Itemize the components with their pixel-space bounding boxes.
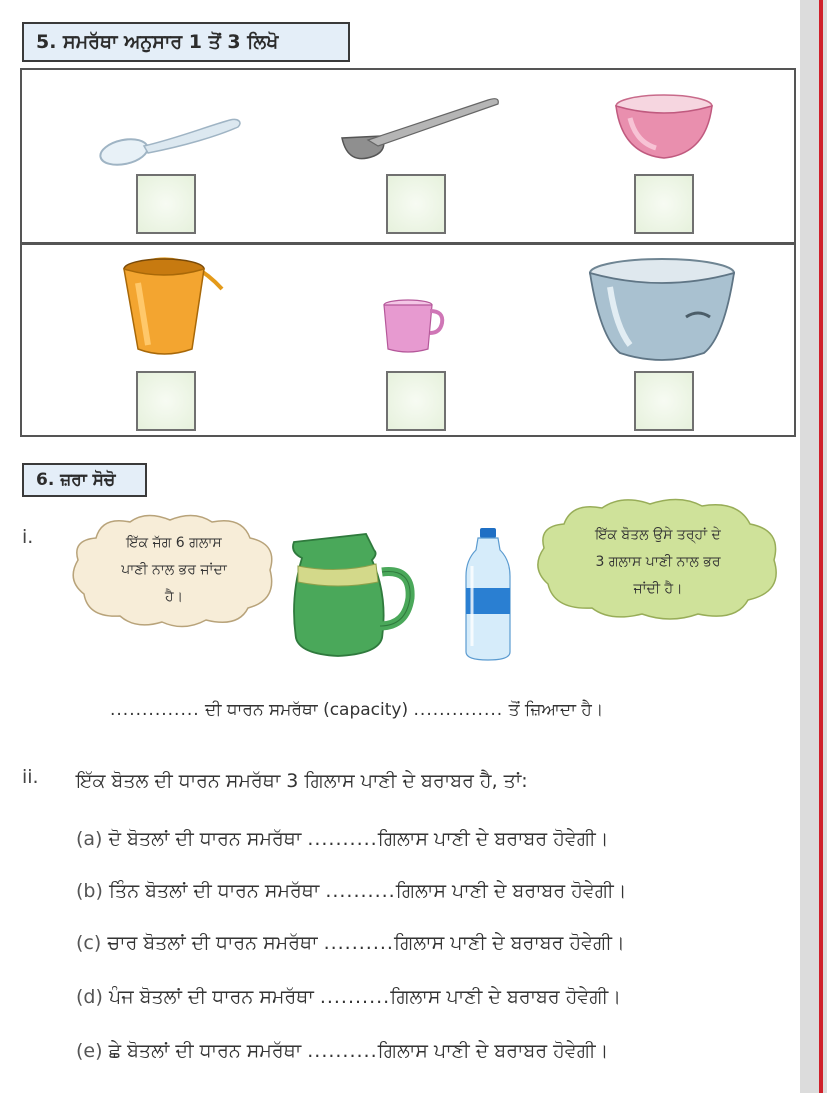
question-suffix: ਗਿਲਾਸ ਪਾਣੀ ਦੇ ਬਰਾਬਰ ਹੋਵੇਗੀ। (390, 986, 622, 1008)
question-row-c (76, 932, 625, 954)
bucket-picture (118, 249, 230, 359)
left-cloud-line: ਪਾਣੀ ਨਾਲ ਭਰ ਜਾਂਦਾ (121, 562, 227, 578)
question-label: (b) (76, 880, 103, 902)
question-suffix: ਗਿਲਾਸ ਪਾਣੀ ਦੇ ਬਰਾਬਰ ਹੋਵੇਗੀ। (395, 880, 627, 902)
question-label: (a) (76, 828, 103, 850)
rank-box-cup[interactable] (386, 371, 446, 431)
question-row-e (76, 1040, 608, 1062)
rank-box-bowl[interactable] (634, 174, 694, 234)
measuring-cup-picture (378, 297, 448, 357)
question-row-b (76, 880, 627, 902)
question-label: (c) (76, 932, 102, 954)
question-text: ਦੋ ਬੋਤਲਾਂ ਦੀ ਧਾਰਨ ਸਮਰੱਥਾ (108, 828, 308, 850)
right-cloud-text (552, 522, 764, 603)
question-row-a (76, 828, 609, 850)
part-ii-intro: ਇੱਕ ਬੋਤਲ ਦੀ ਧਾਰਨ ਸਮਰੱਥਾ 3 ਗਿਲਾਸ ਪਾਣੀ ਦੇ ਬਰਾਬਰ ਹੈ, ਤਾਂ: (76, 770, 528, 792)
left-cloud-text (86, 530, 262, 611)
spoon-picture (98, 114, 246, 172)
sentence-middle: ਦੀ ਧਾਰਨ ਸਮਰੱਥਾ (capacity) (199, 700, 414, 720)
right-cloud-line: ਇੱਕ ਬੋਤਲ ਉਸੇ ਤਰ੍ਹਾਂ ਦੇ (595, 527, 721, 543)
question-text: ਛੇ ਬੋਤਲਾਂ ਦੀ ਧਾਰਨ ਸਮਰੱਥਾ (108, 1040, 308, 1062)
left-cloud-line: ਇੱਕ ਜੱਗ 6 ਗਲਾਸ (126, 535, 222, 551)
question-row-d (76, 986, 621, 1008)
rank-box-tub[interactable] (634, 371, 694, 431)
question-text: ਪੰਜ ਬੋਤਲਾਂ ਦੀ ਧਾਰਨ ਸਮਰੱਥਾ (108, 986, 320, 1008)
answer-blank[interactable]: .......... (325, 880, 396, 902)
question-text: ਚਾਰ ਬੋਤਲਾਂ ਦੀ ਧਾਰਨ ਸਮਰੱਥਾ (107, 932, 324, 954)
blank-1[interactable]: .............. (110, 700, 200, 720)
rank-box-ladle[interactable] (386, 174, 446, 234)
section-6-heading: 6. ਜ਼ਰਾ ਸੋਚੋ (22, 463, 147, 497)
right-cloud-line: ਜਾਂਦੀ ਹੈ। (633, 581, 683, 597)
part-i-numeral: i. (22, 526, 34, 548)
ladle-picture (338, 94, 508, 166)
page-margin-strip (800, 0, 827, 1093)
capacity-panel-top (20, 68, 796, 244)
section-5-heading: 5. ਸਮਰੱਥਾ ਅਨੁਸਾਰ 1 ਤੋਂ 3 ਲਿਖੋ (22, 22, 350, 62)
question-label: (e) (76, 1040, 103, 1062)
rank-box-bucket[interactable] (136, 371, 196, 431)
rank-box-spoon[interactable] (136, 174, 196, 234)
part-ii-numeral: ii. (22, 766, 39, 788)
capacity-panel-bottom (20, 243, 796, 437)
answer-blank[interactable]: .......... (307, 1040, 378, 1062)
jug-picture (282, 528, 418, 660)
tub-picture (586, 257, 738, 363)
margin-red-line (819, 0, 823, 1093)
right-cloud-line: 3 ਗਲਾਸ ਪਾਣੀ ਨਾਲ ਭਰ (595, 554, 721, 570)
question-text: ਤਿੰਨ ਬੋਤਲਾਂ ਦੀ ਧਾਰਨ ਸਮਰੱਥਾ (108, 880, 326, 902)
water-bottle-picture (458, 526, 518, 664)
bowl-picture (612, 92, 716, 164)
answer-blank[interactable]: .......... (323, 932, 394, 954)
part-i-sentence (110, 700, 603, 720)
sentence-end: ਤੋਂ ਜ਼ਿਆਦਾ ਹੈ। (503, 700, 604, 720)
answer-blank[interactable]: .......... (307, 828, 378, 850)
question-suffix: ਗਿਲਾਸ ਪਾਣੀ ਦੇ ਬਰਾਬਰ ਹੋਵੇਗੀ। (377, 1040, 609, 1062)
question-label: (d) (76, 986, 103, 1008)
question-suffix: ਗਿਲਾਸ ਪਾਣੀ ਦੇ ਬਰਾਬਰ ਹੋਵੇਗੀ। (377, 828, 609, 850)
answer-blank[interactable]: .......... (319, 986, 391, 1008)
question-suffix: ਗਿਲਾਸ ਪਾਣੀ ਦੇ ਬਰਾਬਰ ਹੋਵੇਗੀ। (393, 932, 625, 954)
left-cloud-line: ਹੈ। (164, 589, 184, 605)
blank-2[interactable]: .............. (413, 700, 504, 720)
